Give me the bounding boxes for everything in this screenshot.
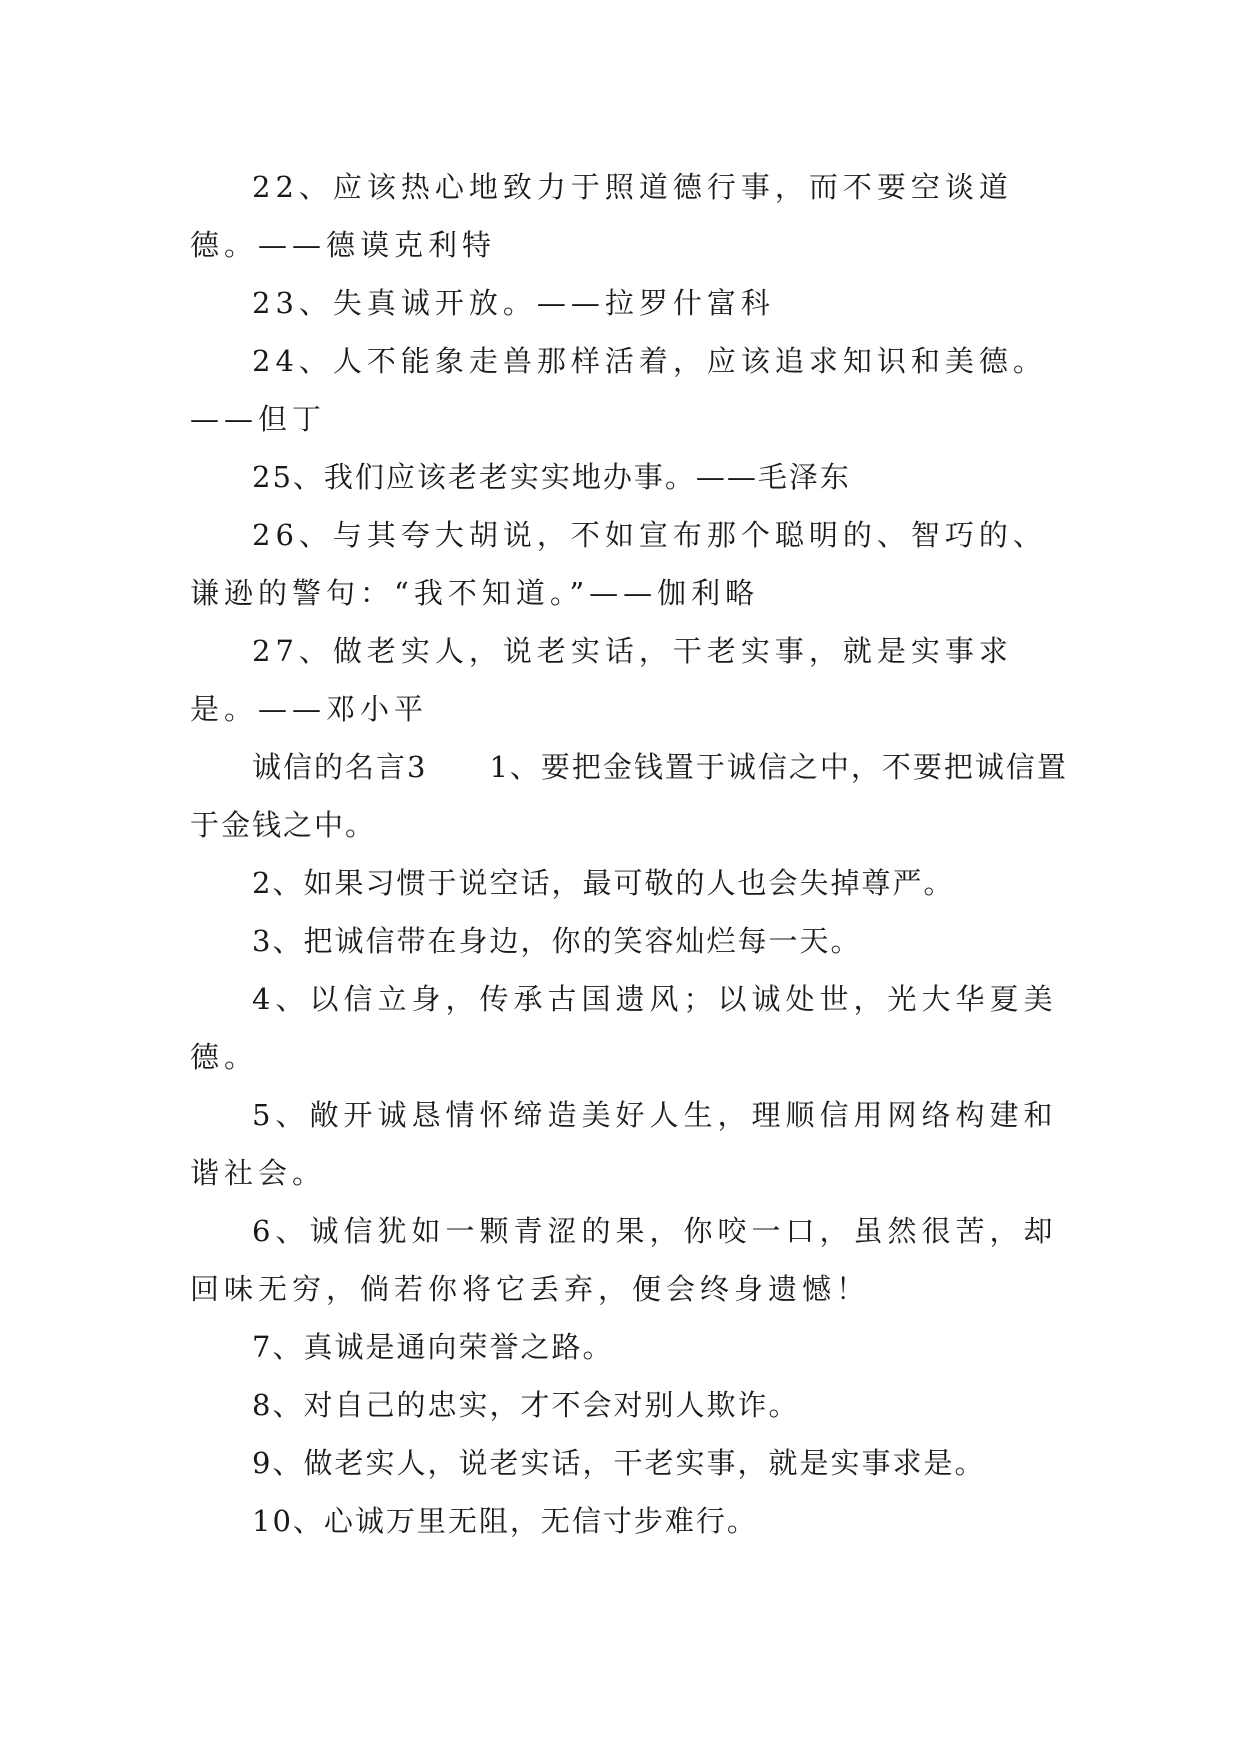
quote-paragraph-10: 10、心诚万里无阻，无信寸步难行。 [252, 1504, 758, 1538]
quote-paragraph-7: 7、真诚是通向荣誉之路。 [252, 1330, 614, 1364]
quote-paragraph-2: 2、如果习惯于说空话，最可敬的人也会失掉尊严。 [252, 866, 955, 900]
quote-paragraph-5: 5、敞开诚恳情怀缔造美好人生，理顺信用网络构建和谐社会。 [190, 1098, 1058, 1190]
quote-paragraph-9: 9、做老实人，说老实话，干老实事，就是实事求是。 [252, 1446, 986, 1480]
quote-paragraph-22: 22、应该热心地致力于照道德行事，而不要空谈道德。——德谟克利特 [190, 170, 1013, 262]
document-body [190, 158, 1070, 1550]
quote-paragraph-23: 23、失真诚开放。——拉罗什富科 [252, 286, 775, 320]
quote-paragraph-27: 27、做老实人，说老实话，干老实事，就是实事求是。——邓小平 [190, 634, 1013, 726]
quote-paragraph-3: 3、把诚信带在身边，你的笑容灿烂每一天。 [252, 924, 862, 958]
quote-paragraph-25: 25、我们应该老老实实地办事。——毛泽东 [252, 460, 851, 494]
quote-paragraph-6: 6、诚信犹如一颗青涩的果，你咬一口，虽然很苦，却回味无穷，倘若你将它丢弃，便会终身遗憾！ [190, 1214, 1058, 1306]
quote-paragraph-8: 8、对自己的忠实，才不会对别人欺诈。 [252, 1388, 800, 1422]
quote-paragraph-26: 26、与其夸大胡说，不如宣布那个聪明的、智巧的、谦逊的警句：“我不知道。”——伽利略 [190, 518, 1047, 610]
quote-paragraph-24: 24、人不能象走兽那样活着，应该追求知识和美德。——但丁 [190, 344, 1047, 436]
quote-paragraph-4: 4、以信立身，传承古国遗风；以诚处世，光大华夏美德。 [190, 982, 1058, 1074]
section-heading-paragraph: 诚信的名言3 1、要把金钱置于诚信之中，不要把诚信置于金钱之中。 [190, 750, 1068, 842]
